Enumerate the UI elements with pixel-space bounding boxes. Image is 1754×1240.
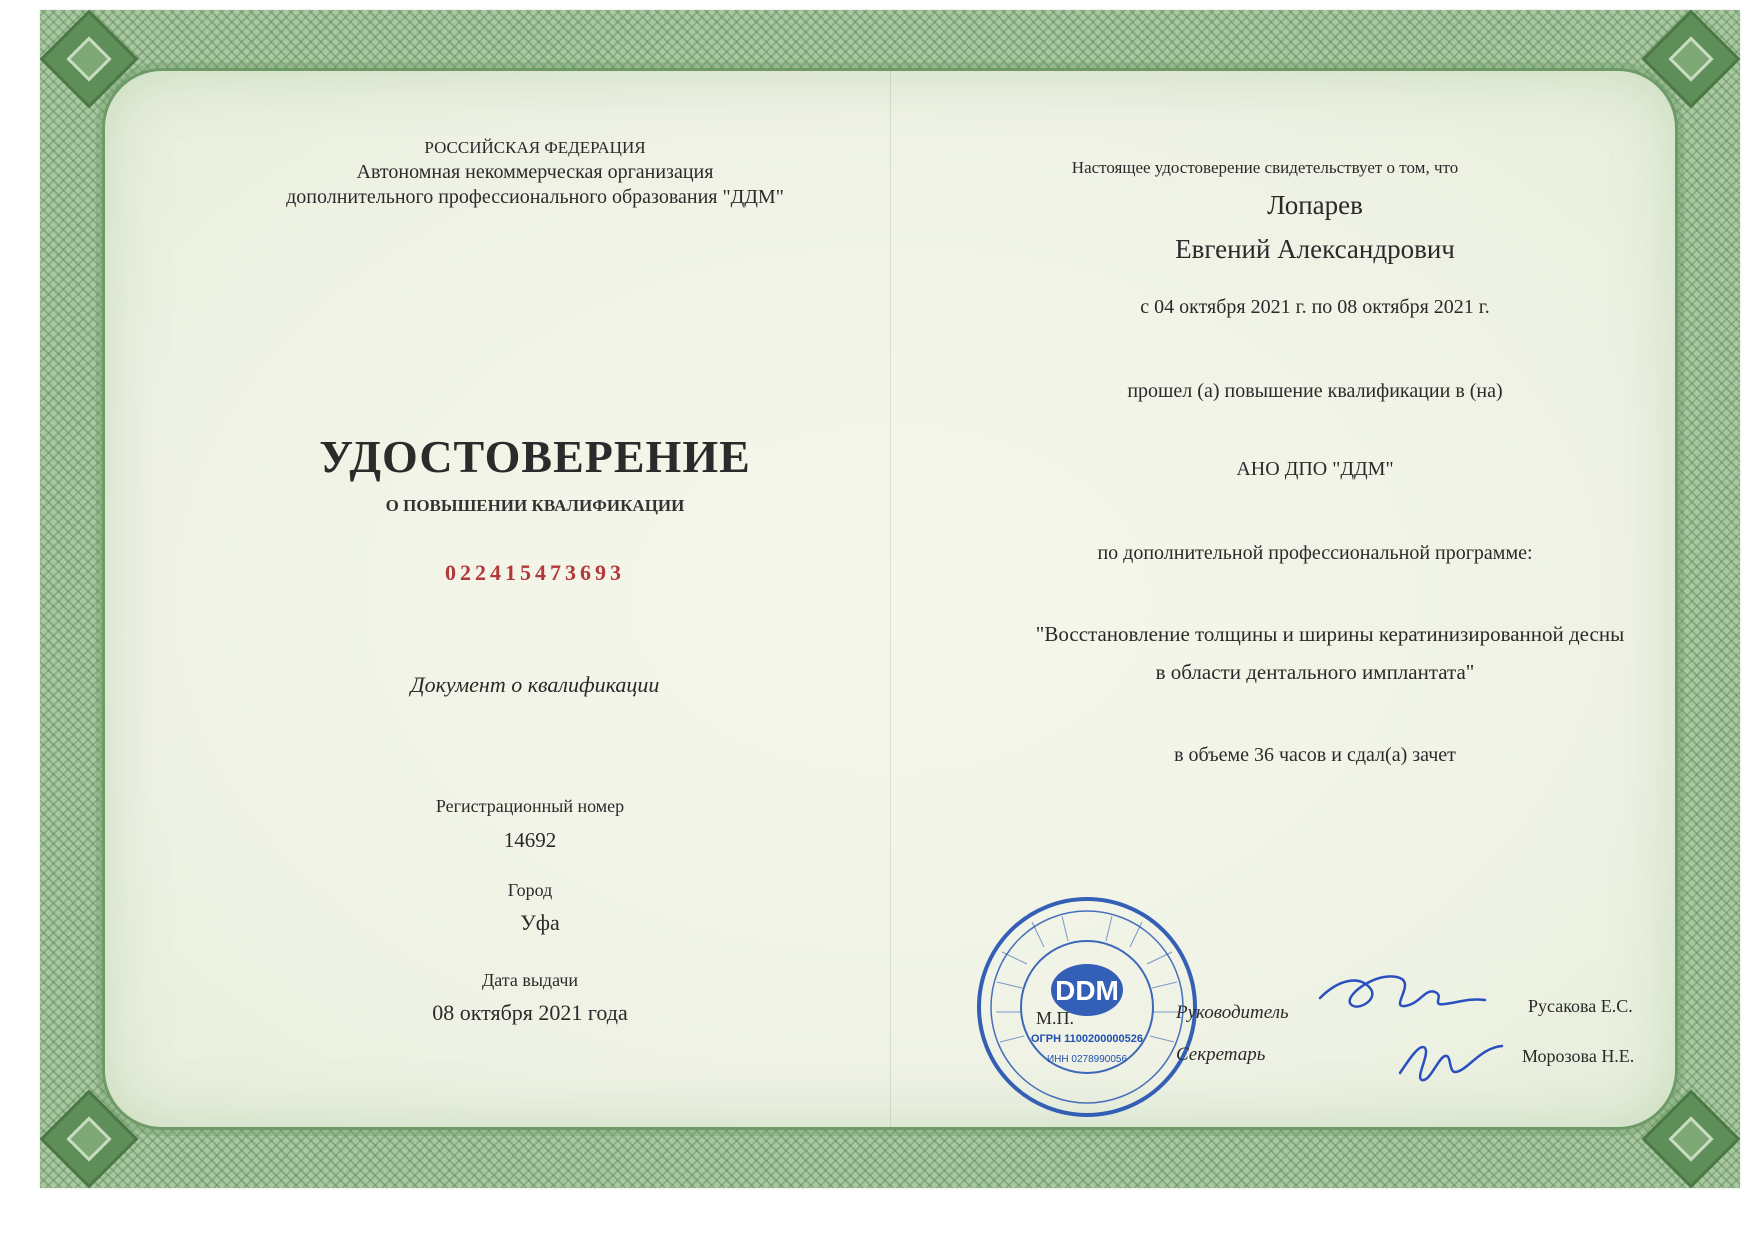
issue-date-label: Дата выдачи (481, 970, 579, 990)
issuing-organization: АНО ДПО "ДДМ" (1236, 458, 1394, 480)
certificate-title: УДОСТОВЕРЕНИЕ (319, 431, 751, 482)
country-heading: РОССИЙСКАЯ ФЕДЕРАЦИЯ (424, 138, 646, 157)
intro-text: Настоящее удостоверение свидетельствует о том, что (1071, 158, 1459, 177)
holder-surname: Лопарев (1267, 190, 1363, 220)
secretary-name: Морозова Н.Е. (1522, 1046, 1635, 1066)
program-title-line-2: в области дентального имплантата" (1155, 660, 1475, 684)
document-type: Документ о квалификации (410, 672, 660, 697)
secretary-label: Секретарь (1176, 1044, 1266, 1065)
training-period: с 04 октября 2021 г. по 08 октября 2021 г. (1140, 296, 1490, 318)
stamp-logo: DDM (1055, 975, 1119, 1006)
organization-line-2: дополнительного профессионального образования "ДДМ" (286, 186, 784, 208)
head-label: Руководитель (1176, 1002, 1289, 1023)
registration-label: Регистрационный номер (435, 796, 625, 816)
secretary-signature (1390, 1028, 1510, 1088)
program-intro: по дополнительной профессиональной программе: (1097, 542, 1533, 564)
serial-number: 022415473693 (445, 560, 625, 585)
page-fold (890, 70, 891, 1130)
certificate-subtitle: О ПОВЫШЕНИИ КВАЛИФИКАЦИИ (385, 496, 685, 515)
certificate-sheet (40, 10, 1740, 1188)
stamp-ogrn: ОГРН 1100200000526 (1030, 1033, 1144, 1045)
city-value: Уфа (520, 910, 560, 935)
head-signature (1310, 958, 1490, 1028)
stamp-inn: ИНН 0278990056 (1046, 1054, 1128, 1065)
program-title-line-1: "Восстановление толщины и ширины кератинизированной десны (1035, 622, 1625, 646)
issue-date: 08 октября 2021 года (432, 1000, 628, 1025)
organization-line-1: Автономная некоммерческая организация (356, 161, 714, 183)
organization-stamp (972, 892, 1202, 1122)
passed-text: прошел (а) повышение квалификации в (на) (1127, 380, 1503, 402)
holder-name: Евгений Александрович (1175, 234, 1455, 264)
stamp-place-label: М.П. (1036, 1008, 1075, 1028)
city-label: Город (507, 880, 553, 900)
head-name: Русакова Е.С. (1528, 996, 1633, 1016)
program-hours: в объеме 36 часов и сдал(а) зачет (1174, 744, 1456, 766)
registration-number: 14692 (503, 828, 557, 852)
